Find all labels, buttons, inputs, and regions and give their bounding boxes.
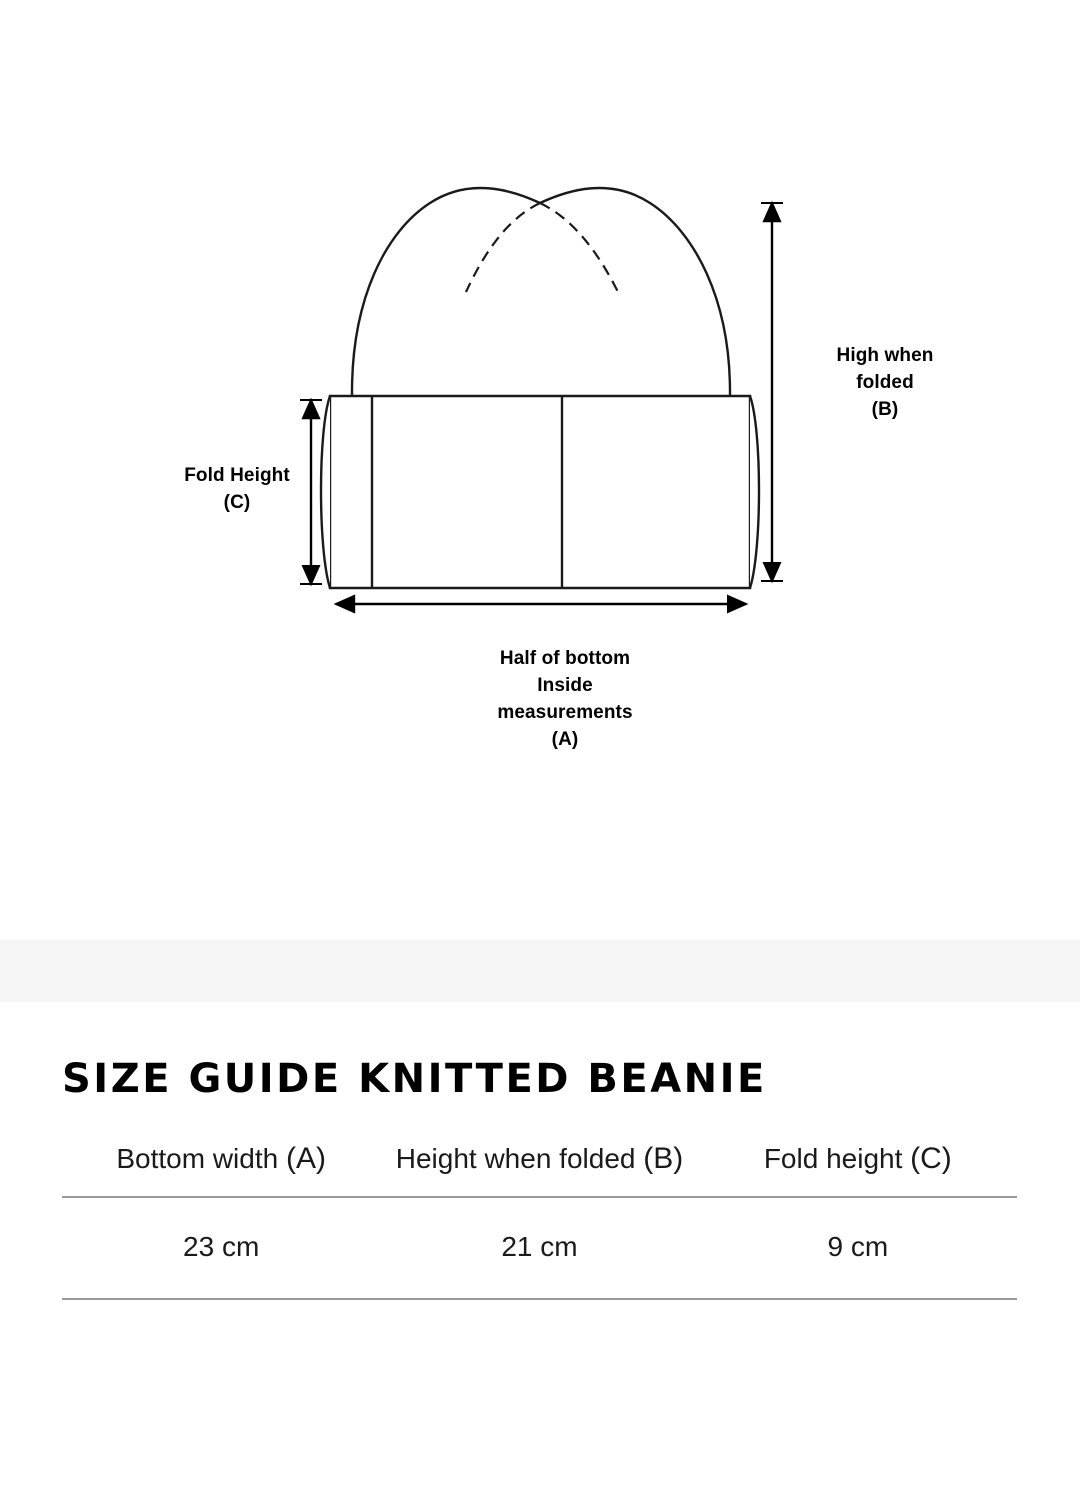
label-half-of-bottom-line3: measurements: [497, 702, 633, 723]
beanie-brim-band: [330, 396, 750, 588]
column-header-fold-height-text: Fold height: [763, 1143, 911, 1174]
column-header-bottom-width: [62, 1140, 380, 1197]
size-guide-section: [0, 1056, 1080, 1300]
table-row: [62, 1197, 1017, 1299]
label-half-of-bottom: [420, 645, 710, 753]
column-header-height-folded-code: (B): [643, 1142, 684, 1175]
column-header-bottom-width-text: Bottom width: [116, 1143, 286, 1174]
label-fold-height-line1: Fold Height: [184, 465, 290, 486]
brim-right-edge: [750, 396, 759, 588]
column-header-fold-height-code: (C): [910, 1142, 952, 1175]
column-header-height-folded: [380, 1140, 698, 1197]
label-fold-height-line2: (C): [223, 492, 251, 513]
column-header-bottom-width-code: (A): [285, 1142, 326, 1175]
cell-bottom-width: 23 cm: [62, 1197, 380, 1299]
column-header-fold-height: [699, 1140, 1017, 1197]
table-header-row: [62, 1140, 1017, 1197]
page-title: SIZE GUIDE KNITTED BEANIE: [62, 1056, 767, 1102]
cell-height-folded: 21 cm: [380, 1197, 698, 1299]
label-half-of-bottom-line2: Inside: [537, 675, 593, 696]
label-high-when-folded: [790, 342, 980, 423]
column-header-height-folded-text: Height when folded: [395, 1143, 644, 1174]
section-divider: [0, 940, 1080, 1002]
label-half-of-bottom-line4: (A): [551, 729, 579, 750]
cell-fold-height: 9 cm: [699, 1197, 1017, 1299]
label-high-when-folded-line3: (B): [871, 399, 899, 420]
label-high-when-folded-line2: folded: [856, 372, 914, 393]
label-high-when-folded-line1: High when: [836, 345, 934, 366]
size-guide-table: [62, 1140, 1017, 1300]
label-fold-height: [112, 462, 362, 516]
beanie-crown-shape: [352, 188, 730, 400]
label-half-of-bottom-line1: Half of bottom: [499, 648, 631, 669]
